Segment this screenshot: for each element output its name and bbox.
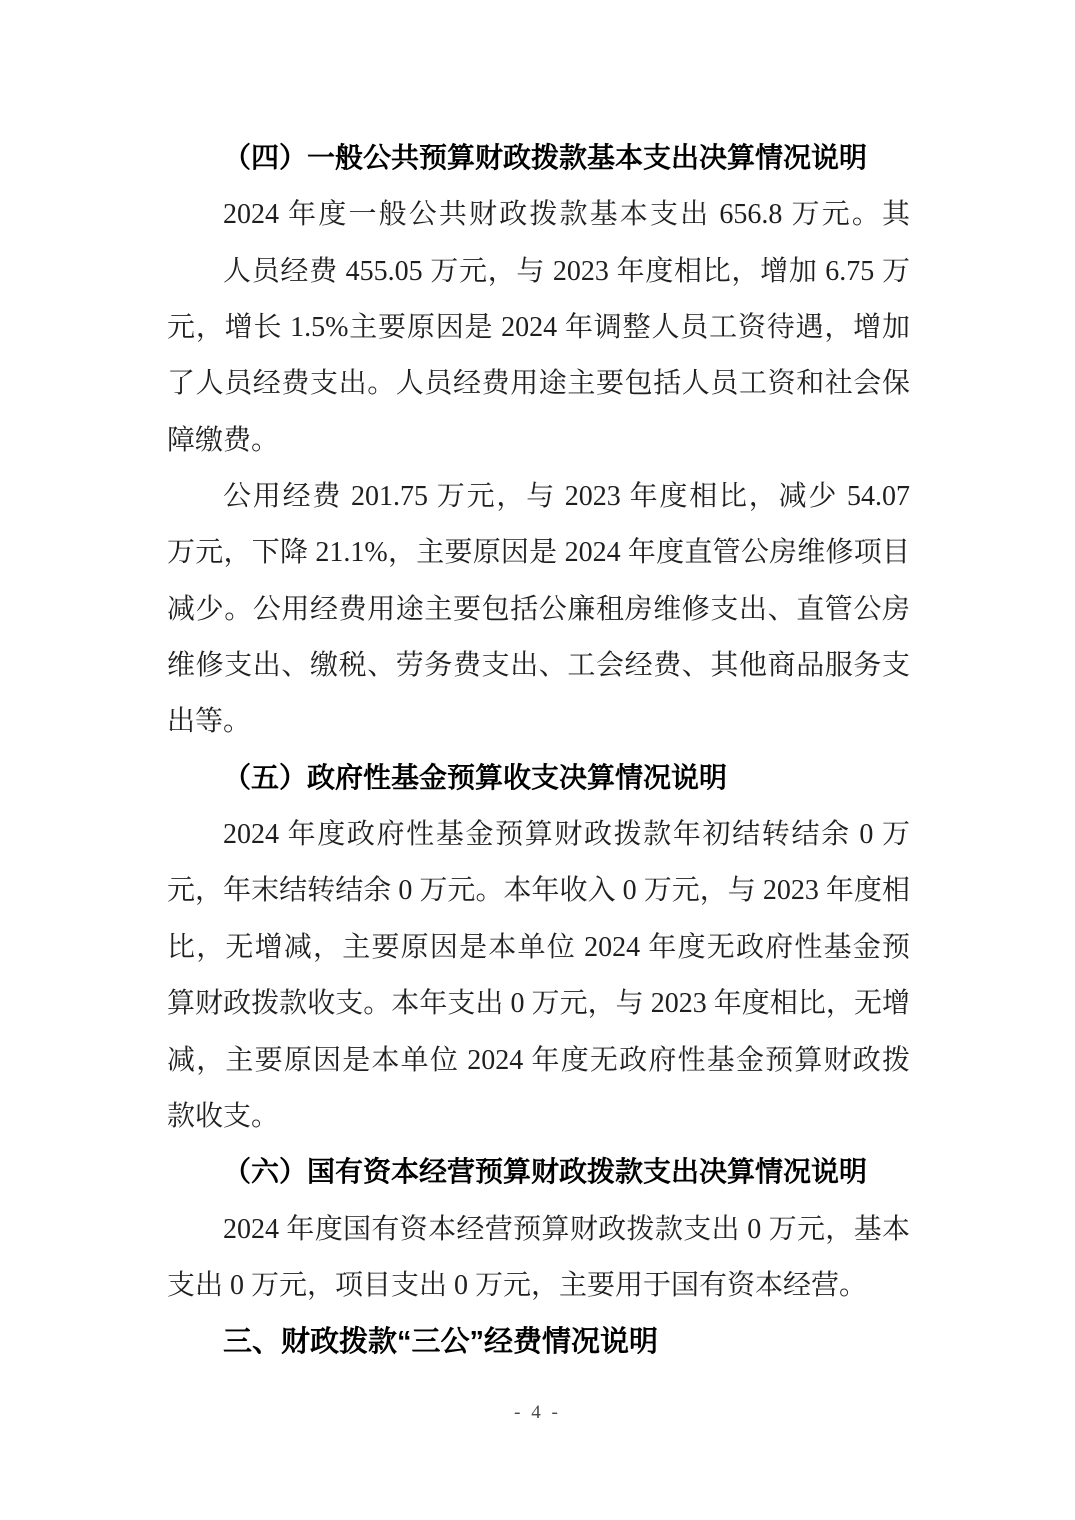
section-heading: 三、财政拨款“三公”经费情况说明 — [223, 1326, 659, 1359]
text-line: 元，增长 1.5%主要原因是 2024 年调整人员工资待遇，增加 — [167, 312, 910, 344]
text-line: 万元，下降 21.1%，主要原因是 2024 年度直管公房维修项目 — [167, 537, 910, 569]
text-line: 维修支出、缴税、劳务费支出、工会经费、其他商品服务支 — [167, 650, 910, 682]
page-number: - 4 - — [514, 1402, 561, 1423]
document-body — [167, 131, 910, 1371]
text-line: 减，主要原因是本单位 2024 年度无政府性基金预算财政拨 — [167, 1044, 910, 1076]
text-line: 支出 0 万元，项目支出 0 万元，主要用于国有资本经营。 — [167, 1269, 868, 1301]
text-line: 元，年末结转结余 0 万元。本年收入 0 万元，与 2023 年度相 — [167, 875, 910, 907]
section-heading: （五）政府性基金预算收支决算情况说明 — [223, 762, 728, 794]
text-line: 人员经费 455.05 万元，与 2023 年度相比，增加 6.75 万 — [223, 255, 910, 287]
text-line: 出等。 — [167, 706, 252, 738]
text-line: 2024 年度一般公共财政拨款基本支出 656.8 万元。其 — [223, 199, 910, 231]
text-line: 减少。公用经费用途主要包括公廉租房维修支出、直管公房 — [167, 593, 910, 625]
text-line: 障缴费。 — [167, 424, 280, 456]
section-heading: （六）国有资本经营预算财政拨款支出决算情况说明 — [223, 1157, 868, 1189]
text-line: 款收支。 — [167, 1100, 280, 1132]
text-line: 2024 年度国有资本经营预算财政拨款支出 0 万元，基本 — [223, 1213, 910, 1245]
text-line: 了人员经费支出。人员经费用途主要包括人员工资和社会保 — [167, 368, 910, 400]
section-heading: （四）一般公共预算财政拨款基本支出决算情况说明 — [223, 143, 868, 174]
text-line: 公用经费 201.75 万元，与 2023 年度相比，减少 54.07 — [223, 481, 910, 513]
text-line: 2024 年度政府性基金预算财政拨款年初结转结余 0 万 — [223, 819, 910, 851]
text-line: 比，无增减，主要原因是本单位 2024 年度无政府性基金预 — [167, 931, 910, 963]
text-line: 算财政拨款收支。本年支出 0 万元，与 2023 年度相比，无增 — [167, 988, 910, 1020]
